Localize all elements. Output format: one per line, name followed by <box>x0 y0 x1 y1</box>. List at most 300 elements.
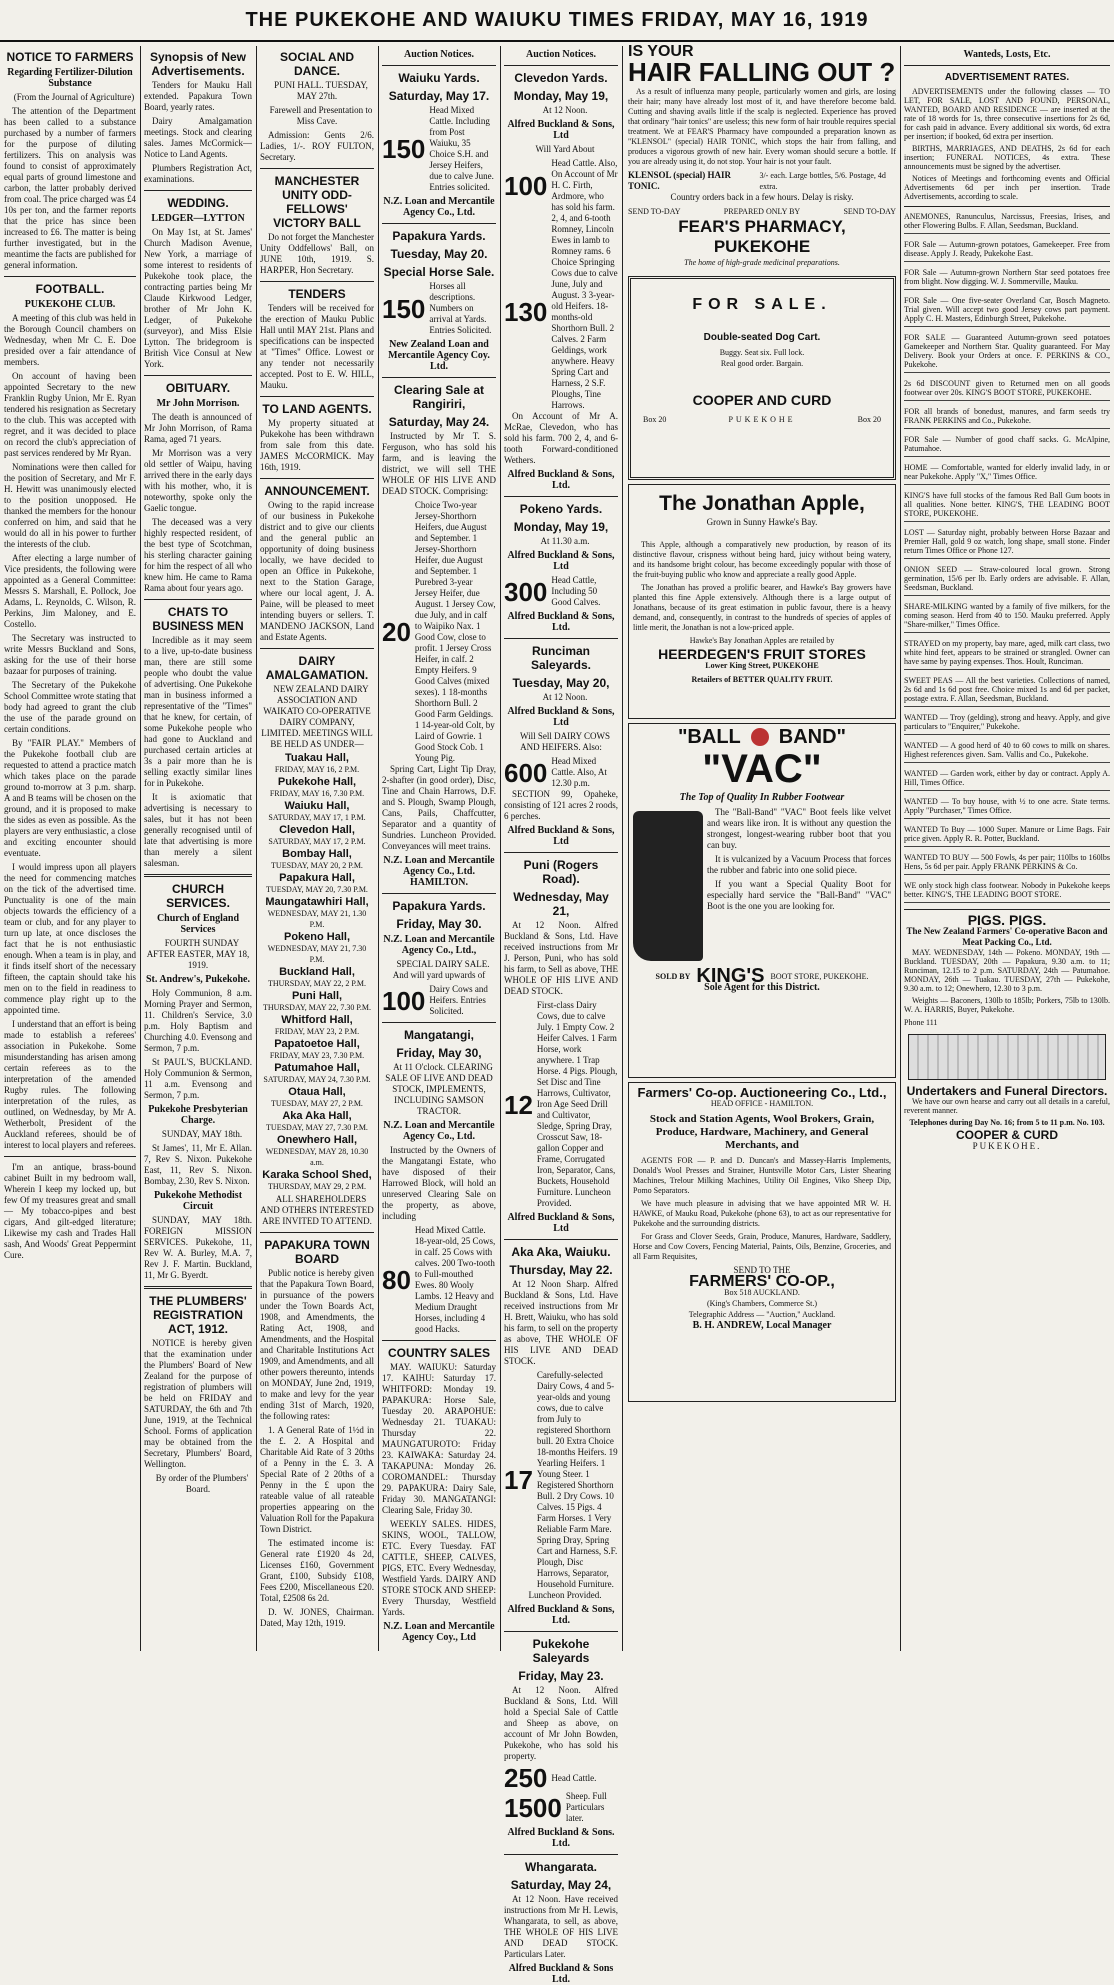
sale-heading: Runciman Saleyards. <box>530 644 592 672</box>
paragraph: Incredible as it may seem to a live, up-to-date business man, there are still some people who doubt the value of advertising. One Pukekohe man in business informed a representative of the "Times" that he knew, for certain, of some Pukekohe people who had gone to Auckland and purchased certain articles at 3s a pair more than he is selling exactly similar lines for in Pukekohe. <box>144 635 252 788</box>
cooper-curd-name: COOPER & CURD <box>955 1128 1058 1142</box>
subheading: Pukekohe Presbyterian Charge. <box>148 1104 248 1126</box>
meeting-item <box>260 825 374 847</box>
meeting-date: FRIDAY, MAY 23, 2 P.M. <box>274 1027 360 1036</box>
paragraph: The Secretary of the Pukekohe School Committee wrote stating that body had agreed to grant the club the use of the parade ground on certain conditions. <box>4 680 136 734</box>
paragraph: Will Sell DAIRY COWS AND HEIFERS. Also: <box>519 731 611 752</box>
hair-tonic-price: 3/- each. Large bottles, 5/6. Postage, 4d extra. <box>759 171 886 191</box>
poem: I'm an antique, brass-bound cabinet Built in my bedroom wall, Wherein I keep my locked up, but few Of my treasures great and small — My tobacco-pipes and best cigars, And gilt-edged literature; Likewise my cash and Trades Hall sash, And Woods' Great Peppermint Cure. <box>4 1162 136 1260</box>
paragraph: Holy Communion, 8 a.m. Morning Prayer and Sermon, 11. Children's Service, 3.0 p.m. Holy Baptism and Churching 4.0. Evensong and Sermon, 7 p.m. <box>144 988 252 1053</box>
agent-name: Alfred Buckland & Sons, Ltd <box>507 550 615 572</box>
meeting-date: WEDNESDAY, MAY 28, 10.30 a.m. <box>265 1147 369 1167</box>
box-number: Box 20 <box>857 415 881 424</box>
meeting-date: THURSDAY, MAY 29, 2 P.M. <box>267 1182 367 1191</box>
plumbers-heading: THE PLUMBERS' REGISTRATION ACT, 1912. <box>149 1294 247 1336</box>
divider <box>260 478 374 479</box>
paragraph: The attention of the Department has been called to a substance purchased by a number of farmers for the purpose of diluting fertilizers. This on analysis was found to consist of approximately equal parts of ground limestone and carbon, the latter probably derived from coal. The price charged was £4 10s per ton, and the farmer reports that the price has since been increased to £6. The matter is being further investigated, but in the meantime the facts are published for general information. <box>4 106 136 270</box>
tenders-heading: TENDERS <box>288 287 346 301</box>
divider <box>4 1156 136 1157</box>
vac-body <box>633 807 891 965</box>
column-2 <box>144 46 252 1651</box>
land-agents-heading: TO LAND AGENTS. <box>262 402 372 416</box>
agent-name: Alfred Buckland & Sons, Ltd. <box>507 611 615 633</box>
heerdegen-address: Lower King Street, PUKEKOHE <box>705 661 819 670</box>
subheading: St. Andrew's, Pukekohe. <box>145 974 250 985</box>
meeting-item <box>260 849 374 871</box>
meeting-item <box>260 1111 374 1133</box>
prepared-by-label: PREPARED ONLY BY <box>723 207 801 216</box>
jonathan-apple-ad <box>628 484 896 719</box>
lot-text: Head Cattle. <box>551 1772 597 1783</box>
paragraph: At 12 Noon. Have received instructions from Mr H. Lewis, Whangarata, to sell, as above, THE WHOLE OF HIS LIVE AND DEAD STOCK. Particulars Later. <box>504 1894 618 1959</box>
sale-date: Friday, May 30. <box>396 917 482 931</box>
paragraph: ALL SHAREHOLDERS AND OTHERS INTERESTED ARE INVITED TO ATTEND. <box>260 1194 374 1226</box>
meeting-date: WEDNESDAY, MAY 21, 1.30 P.M. <box>267 909 367 929</box>
sale-heading: Aka Aka, Waiuku. <box>511 1245 611 1259</box>
paragraph: NEW ZEALAND DAIRY ASSOCIATION AND WAIKATO CO-OPERATIVE DAIRY COMPANY, LIMITED. MEETINGS WILL BE HELD AS UNDER— <box>261 684 373 749</box>
meeting-item <box>260 753 374 775</box>
paragraph: Do not forget the Manchester Unity Oddfellows' Ball, on JUNE 10th, 1919. S. HARPER, Hon Secretary. <box>260 232 374 275</box>
paragraph: At 12 Noon Sharp. Alfred Buckland & Sons, Ltd. Have received instructions from Mr H. Brett, Waiuku, who has sold his farm, to sell on the property as above, THE WHOLE OF HIS LIVE AND DEAD STOCK. <box>504 1279 618 1366</box>
sale-date: Friday, May 30, <box>396 1046 482 1060</box>
divider <box>382 1340 496 1341</box>
lot <box>504 213 618 411</box>
kings-name: KING'S <box>696 965 765 987</box>
paragraph: 1. A General Rate of 1½d in the £. 2. A Hospital and Charitable Aid Rate of 3 20ths of a Penny in the £. 3. A Special Rate of 2 20ths of a Penny in the £ upon the rateable value of all rateable properties appearing on the Valuation Roll for the Papakura Town District. <box>260 1425 374 1534</box>
paragraph: This Apple, although a comparatively new production, by reason of its distinctive flavour, crispness without being hard, juicy without being watery, and its handsome bright colour, has become exceedingly popular with those of the fruit-buying public who know and appreciate a really good Apple. <box>633 540 891 579</box>
lot-number: 12 <box>504 1089 533 1120</box>
red-ball-icon <box>751 728 769 746</box>
lot-number: 80 <box>382 1265 411 1295</box>
divider <box>504 65 618 66</box>
column-1 <box>4 46 136 1651</box>
meeting-item <box>260 777 374 799</box>
divider <box>144 599 252 600</box>
meeting-place: Tuakau Hall, <box>285 752 349 764</box>
sale-heading: Papakura Yards. <box>392 229 486 243</box>
cooper-curd-name: COOPER AND CURD <box>692 392 832 408</box>
classified-ad: WANTED — Garden work, either by day or contract. Apply A. Hill, Times Office. <box>904 769 1110 791</box>
agent-name: N.Z. Loan and Mercantile Agency Co., Ltd. <box>383 196 495 218</box>
wedding-heading: WEDDING. <box>167 196 229 210</box>
paragraph: Luncheon Provided. <box>528 1590 602 1600</box>
meeting-date: FRIDAY, MAY 23, 7.30 P.M. <box>269 1051 365 1060</box>
paragraph: The death is announced of Mr John Morrison, of Rama Rama, aged 71 years. <box>144 412 252 444</box>
hearse-illustration-icon <box>908 1034 1106 1080</box>
lot-number: 250 <box>504 1763 548 1793</box>
classified-ad: FOR SALE — Guaranteed Autumn-grown seed potatoes Gamekeeper and Northern Star. Quality guaranteed. For May Delivery. Book your Orders at once. F. PERKINS & CO., Pukekohe. <box>904 333 1110 373</box>
paragraph: AGENTS FOR — P. and D. Duncan's and Massey-Harris Implements, Donald's Wool Presses and Strainer, Huntsville Motor Cars, Lister Shearing Machines, Trelour Milking Machines, Utility Oil Engines, Viko Sheep Dip, Pomo Separators. <box>633 1156 891 1195</box>
town-name: PUKEKOHE <box>728 415 796 424</box>
meeting-date: SATURDAY, MAY 17, 1 P.M. <box>268 813 366 822</box>
paragraph: Spring Cart, Light Tip Dray, 2-shafter (in good order), Disc, Tine and Chain Harrows, D.F. and S. Plough, Swamp Plough, Cans, Pails, Chaffcutter, Separator and a quantity of Sundries. Luncheon Provided. Conveyances will meet trains. <box>382 764 496 851</box>
heerdegen-tagline: Retailers of BETTER QUALITY FRUIT. <box>691 675 833 684</box>
lot <box>504 1791 618 1824</box>
agent-name: Alfred Buckland & Sons, Ltd <box>507 119 615 141</box>
sale-heading: Papakura Yards. <box>392 899 486 913</box>
hair-tonic-name: KLENSOL (special) HAIR TONIC. <box>628 170 732 191</box>
lot <box>382 500 496 764</box>
column-rule <box>900 46 901 1651</box>
meeting-item <box>260 1015 374 1037</box>
paragraph: Nominations were then called for the position of Secretary, and Mr F. H. Hewitt was unanimously elected to the position unopposed. He thanked the members for the honour conferred on him, and said that he would do all in his power to further the interests of the club. <box>4 462 136 549</box>
paragraph: For Grass and Clover Seeds, Grain, Produce, Manures, Hardware, Saddlery, Horse and Cow Covers, Fencing Material, Paints, Oils, Benzine, Groceries, and all Farm Requisites, <box>633 1232 891 1261</box>
paragraph: After electing a large number of Vice presidents, the following were appointed as a General Committee: Messrs S. Marshall, E. Pollock, Joe Adams, L. Reynolds, C. Wilson, R. Perkins, Jim Maloney, and E. Costello. <box>4 553 136 629</box>
sale-heading: Special Horse Sale. <box>383 265 495 279</box>
football-heading: FOOTBALL. <box>35 282 105 296</box>
meeting-date: TUESDAY, MAY 27, 7.30 P.M. <box>266 1123 368 1132</box>
farmers-coop-telegraphic: Telegraphic Address — "Auction," Auckland. <box>688 1310 836 1319</box>
paragraph: St James', 11, Mr E. Allan. 7, Rev S. Nixon. Pukekohe East, 11, Rev S. Nixon. Bombay, 2.30, Rev S. Nixon. <box>144 1143 252 1186</box>
lot-text: Sheep. Full Particulars later. <box>565 1791 607 1823</box>
jonathan-apple-heading: The Jonathan Apple, <box>659 492 865 515</box>
sale-heading: Mangatangi, <box>403 1028 474 1042</box>
paragraph: On account of having been appointed Secretary to the new Franklin Rugby Union, Mr E. Ryan tendered his resignation as Secretary to the club. This was accepted with regret, and it was decided to place on record the club's appreciation of past services rendered by Mr Ryan. <box>4 371 136 458</box>
agent-name: Alfred Buckland & Sons. Ltd. <box>507 1827 615 1849</box>
farmers-coop-manager: B. H. ANDREW, Local Manager <box>692 1320 832 1331</box>
meeting-item <box>260 991 374 1013</box>
agent-name: N.Z. Loan and Mercantile Agency Co., Ltd. HAMILTON. <box>383 855 495 888</box>
paragraph: At 12 Noon. <box>542 105 588 115</box>
lot-text: Head Mixed Cattle. Including from Post Waiuku, 35 Choice S.H. and Jersey Heifers, due to calve June. Entries solicited. <box>429 105 494 192</box>
lot-number: 1500 <box>504 1792 562 1823</box>
farmers-coop-services: Stock and Station Agents, Wool Brokers, Grain, Produce, Hardware, Machinery, and General Merchants, and <box>649 1113 875 1151</box>
column-rule <box>622 46 623 1651</box>
lot-text: Dairy Cows and Heifers. Entries Solicited. <box>429 984 488 1016</box>
paragraph: St PAUL'S, BUCKLAND. Holy Communion & Sermon, 11 a.m. Evensong and Sermon, 7 p.m. <box>144 1057 252 1100</box>
divider <box>382 65 496 66</box>
paragraph: On May 1st, at St. James' Church Madison Avenue, New York, a marriage of some interest to residents of Pukekohe took place, the contracting parties being Mr Claude Kirkwood Ledger, brother of Mr John K. Ledger, of Pukekohe (surveyor), and Miss Elsie Lytton. The bridegroom is British Vice Consul at New York. <box>144 227 252 369</box>
meeting-place: Whitford Hall, <box>281 1014 353 1026</box>
send-today-label: SEND TO-DAY <box>843 207 896 216</box>
paragraph: BIRTHS, MARRIAGES, AND DEATHS, 2s 6d for each insertion; FUNERAL NOTICES, 4s extra. These announcements must be signed by the advertiser. <box>904 144 1110 171</box>
classified-ad: SWEET PEAS — All the best varieties. Collections of named, 2s 6d and 1s 6d post free. Choice mixed 1s and 6d per packet, postage extra. F. Allan, Seedsman, Buckland. <box>904 676 1110 707</box>
paragraph: Will Yard About <box>535 144 595 154</box>
vac-description <box>707 807 891 915</box>
divider <box>260 1232 374 1233</box>
column-3 <box>260 46 374 1651</box>
lot-text: Carefully-selected Dairy Cows, 4 and 5-year-olds and young cows, due to calve from July to registered Shorthorn bull. 20 Extra Choice 18-months Heifers. 19 Yearling Heifers. 1 Young Steer. 1 Registered Shorthorn Bull. 2 Dry Cows. 10 Calves. 15 Pigs. 4 Farm Horses. 1 Very Reliable Farm Mare. Spring Dray, Spring Cart and Harness, S.F. Plough, Disc Harrows, Separator, Household Furniture. <box>536 1370 618 1589</box>
masthead <box>0 0 1114 42</box>
paragraph: ADVERTISEMENTS under the following classes — TO LET, FOR SALE, LOST AND FOUND, PERSONAL, WANTED, BOARD AND RESIDENCE — are inserted at the rate of 18 words for 1s, three consecutive insertions for 2s 6d, for cash paid in advance. Every additional six words, 6d extra per insertion; if booked, 6d extra per insertion. <box>904 87 1110 141</box>
paragraph: A meeting of this club was held in the Borough Council chambers on Wednesday, when Mr C. E. Doe presided over a fair attendance of members. <box>4 313 136 367</box>
paragraph: MAY. WAIUKU: Saturday 17. KAIHU: Saturday 17. WHITFORD: Monday 19. PAPAKURA: Horse Sale, Tuesday 20. ARAPOHUE: Wednesday 21. TUAKAU: Thursday 22. MAUNGATUROTO: Friday 23. KAIWAKA: Saturday 24. TAKAPUNA: Monday 26. COROMANDEL: Thursday 29. PAPAKURA: Dairy Sale, Friday 30. MANGATANGI: Clearing Sale, Friday 30. <box>382 1362 496 1515</box>
agent-name: Alfred Buckland & Sons, Ltd. <box>507 1604 615 1626</box>
column-rule <box>256 46 257 1651</box>
social-dance-heading: SOCIAL AND DANCE. <box>279 50 354 78</box>
meeting-item <box>260 873 374 895</box>
lot-number: 130 <box>504 297 548 327</box>
paragraph: Dairy Amalgamation meetings. Stock and clearing sales. James McCormick—Notice to Land Agents. <box>144 116 252 159</box>
lot-text: First-class Dairy Cows, due to calve July. 1 Empty Cow. 2 Heifer Calves. 1 Farm Horse, work anywhere. 1 Trap Horse. 4 Pigs. Plough, Set Disc and Tine Harrows, Cultivator, Iron Age Seed Drill and Cultivator, Sledge, Spring Dray, Crosscut Saw, 18-gallon Copper and Frame, Corrugated Iron, Separator, Cans, Buckets, Household Furniture. Luncheon Provided. <box>536 1000 618 1208</box>
divider <box>144 375 252 376</box>
paragraph: FOURTH SUNDAY AFTER EASTER, MAY 18, 1919. <box>146 938 250 970</box>
paragraph: PUNI HALL. TUESDAY, MAY 27th. <box>274 80 368 101</box>
lot <box>504 575 618 608</box>
send-to-label: SEND TO THE <box>733 1265 791 1275</box>
divider <box>144 1286 252 1289</box>
obituary-heading: OBITUARY. <box>165 381 231 395</box>
divider <box>260 168 374 169</box>
meeting-date: SATURDAY, MAY 17, 2 P.M. <box>268 837 366 846</box>
meeting-item <box>260 967 374 989</box>
agent-name: New Zealand Loan and Mercantile Agency Coy. Ltd. <box>388 339 490 372</box>
vac-heading: "VAC" <box>702 747 822 791</box>
paragraph: By order of the Plumbers' Board. <box>155 1473 249 1494</box>
divider <box>260 648 374 649</box>
classified-ad: WANTED TO BUY — 500 Fowls, 4s per pair; 110lbs to 160lbs Hens, 5s 6d per pair. Apply FRANK PERKINS & Co. <box>904 853 1110 875</box>
cooper-curd-footer <box>635 414 889 425</box>
sale-date: Tuesday, May 20, <box>512 676 610 690</box>
classified-ad: WANTED — To buy house, with ½ to one acre. State terms. Apply "Purchaser," Times Office. <box>904 797 1110 819</box>
meeting-item <box>260 932 374 965</box>
paragraph: The "Ball-Band" "VAC" Boot feels like velvet and wears like iron. It is without any question the strongest, longest-wearing rubber boot that you can buy. <box>707 807 891 850</box>
pigs-company: The New Zealand Farmers' Co-operative Bacon and Meat Packing Co., Ltd. <box>906 926 1108 947</box>
lot <box>382 105 496 193</box>
column-rule <box>378 46 379 1651</box>
hair-ad-text: As a result of influenza many people, particularly women and girls, are losing their hair; many have already lost most of it, and have therefore become bald. Cutting and shaving avails little if the scalp is neglected. Experience has proved that ordinary "hair tonics" are useless; this new form of hair trouble requires special treatment. We at FEAR'S Pharmacy have compounded a preparation known as "KLENSOL" (special) HAIR TONIC, which stops the hair from falling, and produces a vigorous growth of new hair. Every woman should secure a bottle. If you are already using it, do not stop. Your hair is not your fault. <box>628 87 897 166</box>
meeting-item <box>260 1170 374 1192</box>
meeting-place: Clevedon Hall, <box>279 824 355 836</box>
heerdegen-name: HEERDEGEN'S FRUIT STORES <box>658 646 866 662</box>
paragraph: Instructed by Mr T. S. Ferguson, who has sold his farm, and is leaving the district, we will sell THE WHOLE OF HIS LIVE AND DEAD STOCK. Comprising: <box>382 431 496 496</box>
classified-ad: FOR Sale — Number of good chaff sacks. G. McAlpine, Patumahoe. <box>904 435 1110 457</box>
lot-text: Choice Two-year Jersey-Shorthorn Heifers, due August and September. 1 Jersey-Shorthorn Heifer, due August and September. 1 Purebred 3-year Jersey Heifer, due August. 1 Jersey Cow, due July, and in calf to Waipiko Nax. 1 Good Cow, close to profit. 1 Jersey Cross Heifer, in calf. 2 Empty Heifers. 9 Good Calves (mixed sexes). 1 18-months Shorthorn Bull. 2 Good Farm Geldings. 1 14-year-old Colt, by Laird of Gowrie. 1 Good Stock Cob. 1 Young Pig. <box>414 500 496 763</box>
paragraph: NOTICE is hereby given that the examination under the Plumbers' Board of New Zealand for the purpose of registration of plumbers will be held on FRIDAY and SATURDAY, the 6th and 7th June, 1919, at the Technical School. Forms of application may be obtained from the Secretary, Plumbers' Board, Wellington. <box>144 1338 252 1469</box>
paragraph: D. W. JONES, Chairman. Dated, May 12th, 1919. <box>260 1607 374 1628</box>
divider <box>144 874 252 877</box>
auction-notices-heading: Auction Notices. <box>526 49 596 60</box>
paragraph: Weights — Baconers, 130lb to 185lb; Porkers, 75lb to 130lb. W. A. HARRIS, Buyer, Pukekohe. <box>904 996 1110 1014</box>
for-sale-detail: Buggy. Seat six. Full lock. <box>719 348 805 357</box>
ball-band-logo <box>633 725 891 748</box>
classified-ad: WANTED — A good herd of 40 to 60 cows to milk on shares. Highest references given. Sam. Vallis and Co., Pukekohe. <box>904 741 1110 763</box>
meeting-item <box>260 1087 374 1109</box>
paragraph: Plumbers Registration Act, examinations. <box>144 163 252 184</box>
paragraph: At 11.30 a.m. <box>540 536 590 546</box>
divider <box>260 396 374 397</box>
chats-heading: CHATS TO BUSINESS MEN <box>152 605 244 633</box>
paragraph: Hawke's Bay Jonathan Apples are retailed by <box>689 636 835 645</box>
paragraph: The deceased was a very highly respected resident, of the best type of Scotchman, his sterling character gaining for him the respect of all who knew him. He came to Rama Rama about four years ago. <box>144 517 252 593</box>
paragraph: SUNDAY, MAY 18th. FOREIGN MISSION SERVICES. Pukekohe, 11, Rev W. A. Burley, M.A. 7, Rev J. F. Martin. Buckland, 11, Mr G. Byerdt. <box>144 1215 252 1280</box>
kings-sole-agent: Sole Agent for this District. <box>704 982 820 993</box>
sale-date: Friday, May 23. <box>518 1669 604 1683</box>
lot-text: Head Mixed Cattle. 18-year-old, 25 Cows, in calf. 25 Cows with calves. 200 Two-tooth to Full-mouthed Ewes. 80 Wooly Lambs. 12 Heavy and Medium Draught Horses, including 4 good Hacks. <box>414 1225 496 1334</box>
meeting-place: Pokeno Hall, <box>283 931 351 943</box>
divider <box>504 852 618 853</box>
agent-name: Alfred Buckland & Sons, Ltd <box>507 1212 615 1234</box>
jonathan-apple-subheading: Grown in Sunny Hawke's Bay. <box>706 517 818 527</box>
classified-ad: HOME — Comfortable, wanted for elderly invalid lady, in or near Pukekohe. Apply "X," Times Office. <box>904 463 1110 485</box>
paragraph: If you want a Special Quality Boot for especially hard service the "Ball-Band" "VAC" Boot is the one you are looking for. <box>707 879 891 911</box>
lot <box>504 1765 618 1791</box>
classified-ad: FOR Sale — Autumn-grown potatoes, Gamekeeper. Free from disease. Apply J. Ready, Pukekohe East. <box>904 240 1110 262</box>
meeting-date: TUESDAY, MAY 20, 7.30 P.M. <box>266 885 368 894</box>
sale-heading: Pokeno Yards. <box>519 502 603 516</box>
meeting-place: Pukekohe Hall, <box>277 776 357 788</box>
wanteds-heading: Wanteds, Losts, Etc. <box>963 49 1051 60</box>
divider <box>504 496 618 497</box>
paragraph: I understand that an effort is being made to establish a referees' association in Pukekohe. Some misunderstanding has arisen among certain referees as to the interpretation of the amended Rugby rules. The following interpretation of the rules, as outlined, on Wednesday, by Mr A. Wetherbolt, President of the Auckland referees, should be of interest to local players and referees. <box>4 1019 136 1150</box>
subheading: Church of England Services <box>156 913 240 935</box>
classified-ad: FOR Sale — One five-seater Overland Car, Bosch Magneto. Trial given. Will accept two good Jersey cows part payment. Apply C. H. Masters, Edinburgh Street, Pukekohe. <box>904 296 1110 327</box>
subheading: LEDGER—LYTTON <box>151 213 245 224</box>
meeting-date: WEDNESDAY, MAY 21, 7.30 P.M. <box>267 944 367 964</box>
agent-name: Alfred Buckland & Sons Ltd. <box>508 1963 614 1985</box>
lot-number: 600 <box>504 757 548 788</box>
meeting-place: Buckland Hall, <box>279 966 355 978</box>
papakura-town-board-heading: PAPAKURA TOWN BOARD <box>264 1238 370 1266</box>
masthead-title: THE PUKEKOHE AND WAIUKU TIMES FRIDAY, MAY 16, 1919 <box>245 8 869 31</box>
meeting-place: Papakura Hall, <box>279 872 355 884</box>
kings-sold-by <box>633 965 891 987</box>
subheading: Pukekohe Methodist Circuit <box>153 1190 243 1212</box>
paragraph: At 12 Noon. Alfred Buckland & Sons, Ltd. Will hold a Special Sale of Cattle and Sheep as above, on account of Mr John Bowden, Pukekohe, who has sold his property. <box>504 1685 618 1761</box>
meeting-date: FRIDAY, MAY 16, 2 P.M. <box>274 765 360 774</box>
town-name: PUKEKOHE. <box>972 1141 1042 1151</box>
sale-heading: Clevedon Yards. <box>514 71 608 85</box>
divider <box>504 638 618 639</box>
sale-heading: Waiuku Yards. <box>398 71 480 85</box>
paragraph: We have our own hearse and carry out all details in a careful, reverent manner. <box>904 1097 1110 1115</box>
subheading: Mr John Morrison. <box>156 398 240 409</box>
church-services-heading: CHURCH SERVICES. <box>166 882 230 910</box>
paragraph: The estimated income is: General rate £1920 4s 2d, Licenses £160, Government Grant, £100, Subsidy £108, Fees £200, Miscellaneous £20. Total, £2508 6s 2d. <box>260 1538 374 1603</box>
divider <box>382 223 496 224</box>
lot-text: Horses all descriptions. Numbers on arrival at Yards. Entries Solicited. <box>429 281 492 335</box>
ball-band-logo-left: "BALL <box>677 725 741 748</box>
divider <box>382 377 496 378</box>
farmers-coop-box: Box 518 AUCKLAND. <box>724 1288 800 1297</box>
meeting-place: Puni Hall, <box>291 990 343 1002</box>
sale-date: Monday, May 19, <box>513 89 609 103</box>
ad-rates-heading: ADVERTISEMENT RATES. <box>944 72 1070 83</box>
paragraph: By "FAIR PLAY." Members of the Pukekohe football club are requested to attend a practice match which takes place on the parade ground to-morrow at 3 p.m. sharp. A and B teams will be chosen on the ground, and it is proposed to make the sides as even as possible. As the players are very enthusiastic, a close and exciting encounter should eventuate. <box>4 738 136 858</box>
lot <box>504 756 618 789</box>
sale-heading: Clearing Sale at Rangiriri, <box>393 383 485 411</box>
classified-ad: WE only stock high class footwear. Nobody in Pukekohe keeps better. KING'S, THE LEADING BOOT STORE. <box>904 881 1110 903</box>
lot-text: Head Cattle. Also, On Account of Mr H. C. Firth, Ardmore, who has sold his farm. <box>551 158 618 212</box>
paragraph: Telephones during Day No. 16; from 5 to 11 p.m. No. 103. <box>909 1118 1105 1127</box>
meeting-date: THURSDAY, MAY 22, 2 P.M. <box>267 979 367 988</box>
divider <box>504 1854 618 1855</box>
paragraph: Farewell and Presentation to Miss Cave. <box>269 105 373 126</box>
farmers-coop-ad <box>628 1082 896 1402</box>
auction-notices-heading: Auction Notices. <box>404 49 474 60</box>
meeting-item <box>260 1063 374 1085</box>
announcement-heading: ANNOUNCEMENT. <box>264 484 370 498</box>
meeting-place: Waiuku Hall, <box>284 800 350 812</box>
sale-date: Saturday, May 24. <box>388 415 490 429</box>
farmers-coop-office: HEAD OFFICE - HAMILTON. <box>710 1099 814 1108</box>
lot <box>382 1225 496 1335</box>
paragraph: Notices of Meetings and forthcoming events and Official Advertisements 6d per inch per insertion. Trade Advertisements, according to scale. <box>904 174 1110 201</box>
meeting-place: Papatoetoe Hall, <box>274 1038 360 1050</box>
agent-name: Alfred Buckland & Sons, Ltd <box>507 706 615 728</box>
divider <box>504 1631 618 1632</box>
divider <box>144 190 252 191</box>
paragraph: Country orders back in a few hours. Delay is risky. <box>670 192 854 202</box>
notice-to-farmers-heading: NOTICE TO FARMERS <box>6 50 134 64</box>
classified-ad: WANTED To Buy — 1000 Super. Manure or Lime Bags. Fair price given. Apply R. R. Potter, Buckland. <box>904 825 1110 847</box>
paragraph: Owing to the rapid increase of our business in Pukekohe district and to give our clients and the general public an opportunity of doing business locally, we have decided to open an Office in Pukekohe, next to the Station Garage, where our local agent, J. A. Paine, will be pleased to meet intending buyers or sellers. T. MANDENO JACKSON, Land and Estate Agents. <box>260 500 374 642</box>
meeting-place: Karaka School Shed, <box>262 1169 372 1181</box>
paragraph: It is vulcanized by a Vacuum Process that forces the rubber and fabric into one solid piece. <box>707 854 891 875</box>
paragraph: At 12 Noon. <box>542 692 588 702</box>
lot <box>504 1370 618 1590</box>
sale-heading: Whangarata. <box>524 1860 597 1874</box>
classifieds-list <box>904 212 1110 903</box>
meeting-place: Patumahoe Hall, <box>274 1062 360 1074</box>
agent-name: Alfred Buckland & Sons, Ltd. <box>507 469 615 491</box>
meetings-list <box>260 753 374 1192</box>
lot-number: 150 <box>382 293 426 324</box>
classified-ad: WANTED — Troy (gelding), strong and heavy. Apply, and give particulars to "Enquirer," Pukekohe. <box>904 713 1110 735</box>
hair-ad-price-row <box>628 170 896 192</box>
pigs-heading: PIGS. PIGS. <box>967 912 1047 928</box>
sale-date: Saturday, May 24, <box>510 1878 612 1892</box>
for-sale-heading: FOR SALE. <box>692 296 832 313</box>
meeting-date: SATURDAY, MAY 24, 7.30 P.M. <box>263 1075 371 1084</box>
ball-band-logo-right: BAND" <box>778 725 847 748</box>
classified-ad: ONION SEED — Straw-coloured local grown. Strong germination, 15/6 per lb. Early orders are advisable. F. Allan, Seedsman, Buckland. <box>904 565 1110 596</box>
lot-number: 300 <box>504 576 548 607</box>
divider <box>382 893 496 894</box>
agent-name: N.Z. Loan and Mercantile Agency Coy., Ltd <box>383 1621 495 1643</box>
classified-ad: FOR all brands of bonedust, manures, and farm seeds try FRANK PERKINS and Co., Pukekohe. <box>904 407 1110 429</box>
subheading: Regarding Fertilizer-Dilution Substance <box>7 67 133 89</box>
lot <box>504 1000 618 1209</box>
classified-ad: LOST — Saturday night, probably between Horse Bazaar and Premier Hall, gold 9 oz watch, long shape, small stone. Finder return Times Office or Phone 127. <box>904 528 1110 559</box>
meeting-date: TUESDAY, MAY 27, 2 P.M. <box>271 1099 363 1108</box>
classified-ad: SHARE-MILKING wanted by a family of five milkers, for the coming season. Herd from 40 to 150. Mauku preferred. Apply "Share-milker," Times Office. <box>904 602 1110 633</box>
sale-date: Tuesday, May 20. <box>390 247 488 261</box>
oddfellows-heading: MANCHESTER UNITY ODD-FELLOWS' VICTORY BALL <box>273 174 361 230</box>
meeting-date: THURSDAY, MAY 22, 7.30 P.M. <box>262 1003 372 1012</box>
divider <box>904 65 1110 66</box>
lot <box>382 281 496 336</box>
paragraph: We have much pleasure in advising that we have appointed MR W. H. HAWKE, of Mauku Road, Pukekohe (phone 63), to act as our representative for Pukekohe and the surrounding districts. <box>633 1199 891 1228</box>
paragraph: Mr Morrison was a very old settler of Waipu, having arrived there in the early days with his mother, who, it is noteworthy, spoke only the Gaelic tongue. <box>144 448 252 513</box>
meeting-item <box>260 897 374 930</box>
lot <box>504 158 618 213</box>
paragraph: SUNDAY, MAY 18th. <box>161 1129 243 1139</box>
send-row <box>628 206 896 217</box>
divider <box>382 1022 496 1023</box>
farmers-coop-name: Farmers' Co-op. Auctioneering Co., Ltd., <box>637 1085 887 1100</box>
undertakers-heading: Undertakers and Funeral Directors. <box>906 1084 1108 1098</box>
send-today-label: SEND TO-DAY <box>628 207 681 216</box>
meeting-date: TUESDAY, MAY 20, 2 P.M. <box>271 861 363 870</box>
meeting-item <box>260 1135 374 1168</box>
meeting-place: Bombay Hall, <box>282 848 352 860</box>
paragraph: Public notice is hereby given that the Papakura Town Board, in pursuance of the powers under the Town Boards Act, 1908, and Amendments, the Rating Act, 1908, and Amendments, and the Hospital and Charitable Institutions Act 1909, and Amendments, and all other powers thereunto, intends on MONDAY, June 2nd, 1919, to make and levy for the year ending 31st of March, 1920, the following rates: <box>260 1268 374 1421</box>
classified-ad: FOR Sale — Autumn-grown Northern Star seed potatoes free from blight. Now digging. W. J. Sommerville, Mauku. <box>904 268 1110 290</box>
box-number: Box 20 <box>643 415 667 424</box>
paragraph: It is axiomatic that advertising is necessary to sales, but it has not been generally recognised until of late that advertising is more than merely a silent salesman. <box>144 792 252 868</box>
paragraph: The Secretary was instructed to write Messrs Buckland and Sons, asking for the use of their horse bazaar for purposes of training. <box>4 633 136 676</box>
paragraph: I would impress upon all players the need for commencing matches on the tick of the advertised time. Punctuality is one of the main objects towards the efficiency of a team or club, and for any player to turn up late, at once discloses the fact that he is not enthusiastic enough. When a team is in play, and it finds itself short of the necessary fifteen, the captain should take his men on to the field in readiness to commence play right up to the appointed time. <box>4 862 136 1015</box>
lot-number: 100 <box>382 985 426 1016</box>
paragraph: Admission: Gents 2/6. Ladies, 1/-. ROY FULTON, Secretary. <box>260 130 374 162</box>
lot-number: 100 <box>504 170 548 201</box>
sale-date: Wednesday, May 21, <box>513 890 609 918</box>
meeting-item <box>260 801 374 823</box>
sale-date: Saturday, May 17. <box>388 89 490 103</box>
paragraph: SECTION 99, Opaheke, consisting of 121 acres 2 roods, 6 perches. <box>504 789 618 821</box>
meeting-place: Maungatawhiri Hall, <box>265 896 369 908</box>
